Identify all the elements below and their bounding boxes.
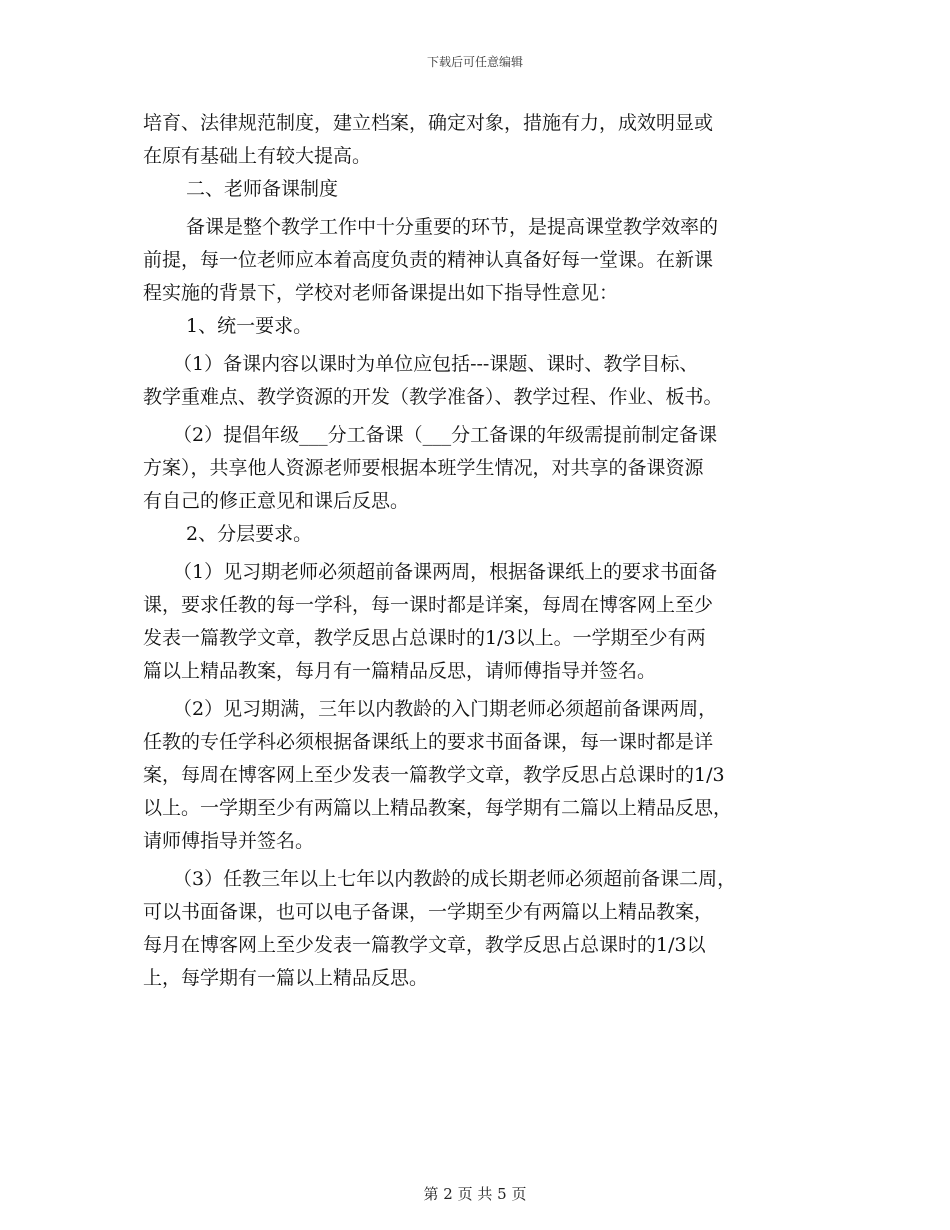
body-line: 在原有基础上有较大提高。 <box>143 145 372 167</box>
body-line: 发表一篇教学文章，教学反思占总课时的1/3以上。一学期至少有两 <box>143 627 706 649</box>
body-line: 请师傅指导并签名。 <box>143 830 315 852</box>
subsection-heading: 2、分层要求。 <box>186 523 313 545</box>
body-line: （2）见习期满，三年以内教龄的入门期老师必须超前备课两周， <box>173 698 718 720</box>
subsection-heading: 1、统一要求。 <box>186 315 313 337</box>
body-line: 培育、法律规范制度，建立档案，确定对象，措施有力，成效明显或 <box>143 112 714 134</box>
body-line: 上，每学期有一篇以上精品反思。 <box>143 967 429 989</box>
body-line: （3）任教三年以上七年以内教龄的成长期老师必须超前备课二周， <box>173 868 737 890</box>
body-line: 篇以上精品教案，每月有一篇精品反思，请师傅指导并签名。 <box>143 660 657 682</box>
body-line: 教学重难点、教学资源的开发（教学准备）、教学过程、作业、板书。 <box>143 386 723 408</box>
document-body <box>143 107 823 995</box>
body-line: 以上。一学期至少有两篇以上精品教案，每学期有二篇以上精品反思， <box>143 797 733 819</box>
body-line: 任教的专任学科必须根据备课纸上的要求书面备课，每一课时都是详 <box>143 731 714 753</box>
body-line: 有自己的修正意见和课后反思。 <box>143 490 410 512</box>
body-line: （1）备课内容以课时为单位应包括---课题、课时、教学目标、 <box>173 353 699 375</box>
body-line: 方案），共享他人资源老师要根据本班学生情况，对共享的备课资源 <box>143 457 704 479</box>
page-header: 下载后可任意编辑 <box>426 55 523 69</box>
body-line: （1）见习期老师必须超前备课两周，根据备课纸上的要求书面备 <box>173 561 718 583</box>
body-line: 案，每周在博客网上至少发表一篇教学文章，教学反思占总课时的1/3 <box>143 764 725 786</box>
body-line: 备课是整个教学工作中十分重要的环节，是提高课堂教学效率的 <box>186 216 719 238</box>
body-line: 前提，每一位老师应本着高度负责的精神认真备好每一堂课。在新课 <box>143 249 714 271</box>
body-line: 课，要求任教的每一学科，每一课时都是详案，每周在博客网上至少 <box>143 594 714 616</box>
page-footer: 第 2 页 共 5 页 <box>423 1185 527 1203</box>
body-line: 每月在博客网上至少发表一篇教学文章，教学反思占总课时的1/3以 <box>143 934 706 956</box>
section-heading: 二、老师备课制度 <box>186 178 339 200</box>
body-line: 可以书面备课，也可以电子备课，一学期至少有两篇以上精品教案， <box>143 901 714 923</box>
body-line: 程实施的背景下，学校对老师备课提出如下指导性意见： <box>143 282 619 304</box>
body-line: （2）提倡年级___分工备课（___分工备课的年级需提前制定备课 <box>173 424 718 446</box>
